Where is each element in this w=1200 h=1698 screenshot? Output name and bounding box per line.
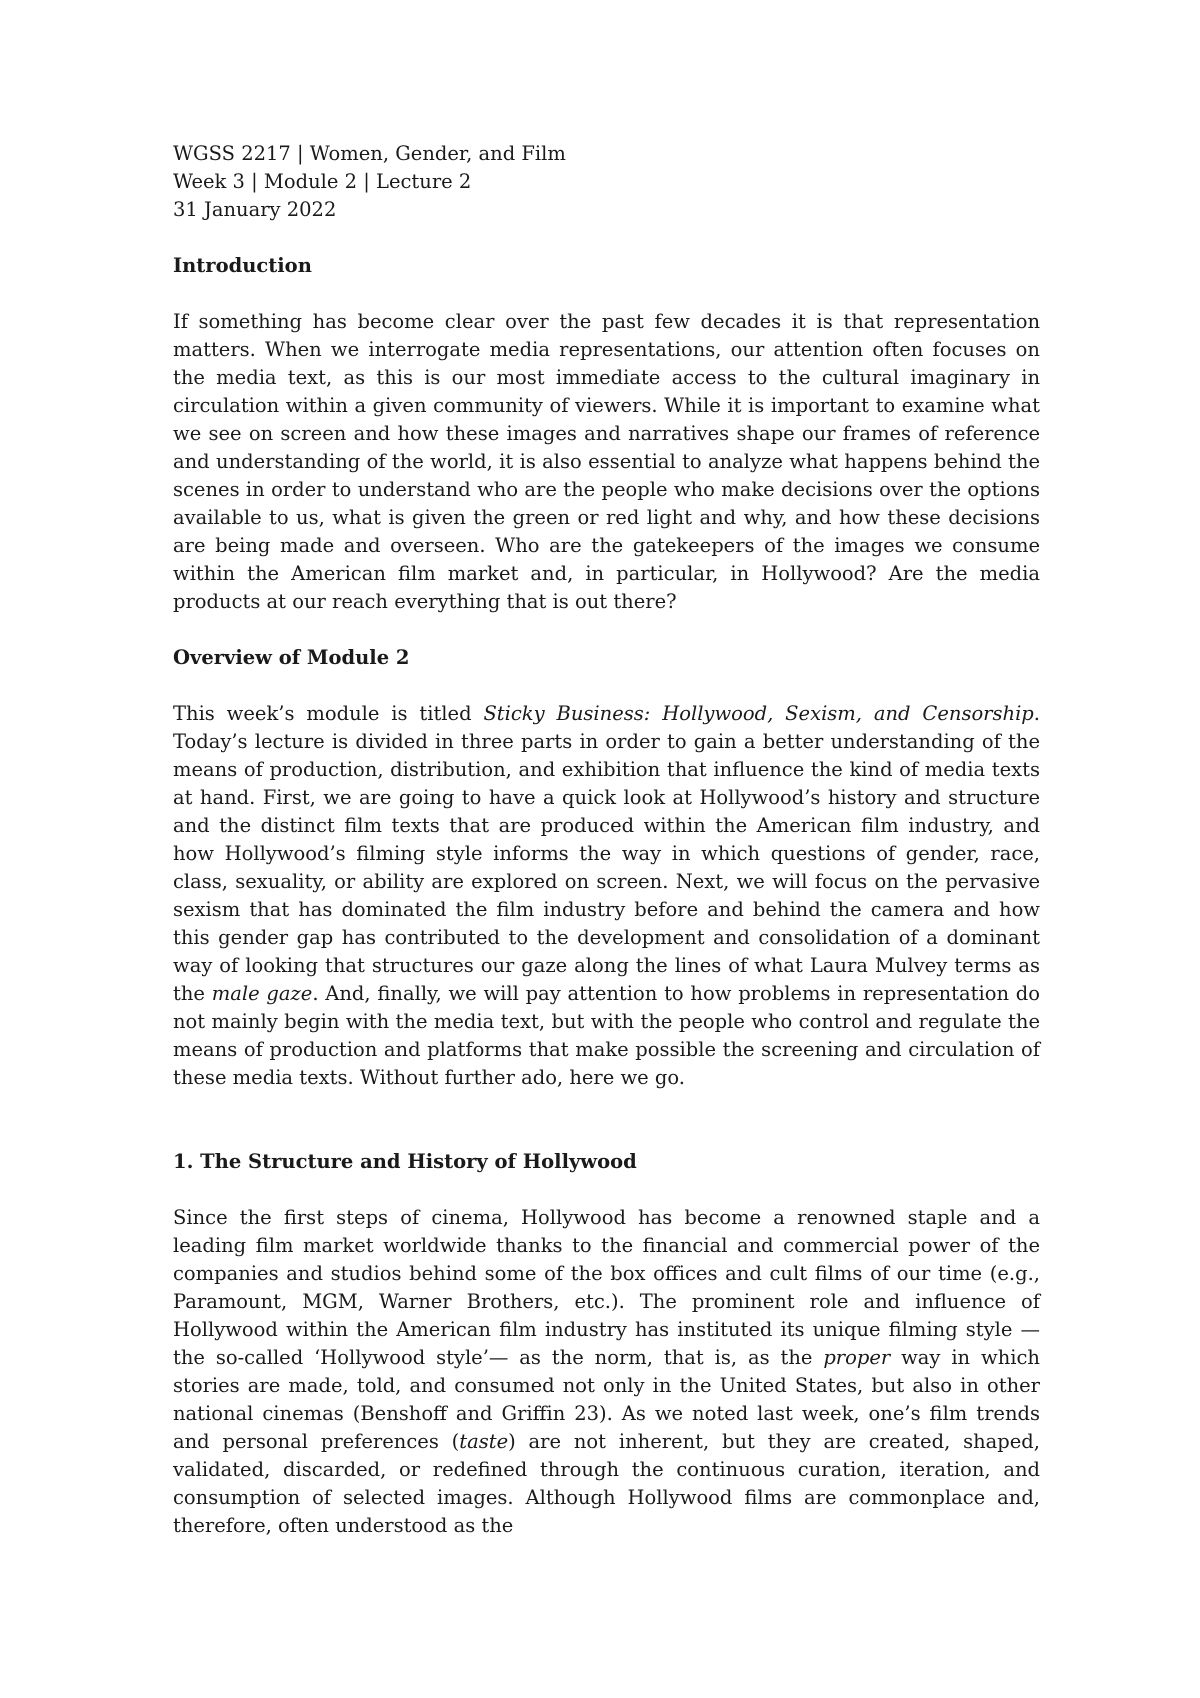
overview-heading: Overview of Module 2 [173, 646, 410, 669]
section1-text-c: ) are not inherent, but they are created, shaped, validated, discarded, or redefined through the continuous curation, iteration, and consumption of selected images. Although Hollywood films are commonplace and, therefore, often understood as the [173, 1430, 1040, 1537]
intro-paragraph: If something has become clear over the past few decades it is that representation matters. When we interrogate media representations, our attention often focuses on the media text, as this is our most immediate access to the cultural imaginary in circulation within a given community of viewers. While it is important to examine what we see on screen and how these images and narratives shape our frames of reference and understanding of the world, it is also essential to analyze what happens behind the scenes in order to understand who are the people who make decisions over the options available to us, what is given the green or red light and why, and how these decisions are being made and overseen. Who are the gatekeepers of the images we consume within the American film market and, in particular, in Hollywood? Are the media products at our reach everything that is out there? [173, 310, 1040, 613]
session-info: Week 3 | Module 2 | Lecture 2 [173, 170, 472, 193]
taste-term: taste [459, 1430, 509, 1453]
overview-text-b: . Today’s lecture is divided in three parts in order to gain a better understanding of the means of production, distribution, and exhibition that influence the kind of media texts at hand. First, we are going to have a quick look at Hollywood’s history and structure and the distinct film texts that are produced within the American film industry, and how Hollywood’s filming style informs the way in which questions of gender, race, class, sexuality, or ability are explored on screen. Next, we will focus on the pervasive sexism that has dominated the film industry before and behind the camera and how this gender gap has contributed to the development and consolidation of a dominant way of looking that structures our gaze along the lines of what Laura Mulvey terms as the [173, 702, 1040, 1005]
section1-paragraph [173, 1204, 1040, 1540]
module-title: Sticky Business: Hollywood, Sexism, and Censorship [483, 702, 1034, 725]
section1-text-a: Since the first steps of cinema, Hollywood has become a renowned staple and a leading film market worldwide thanks to the financial and commercial power of the companies and studios behind some of the box offices and cult films of our time (e.g., Paramount, MGM, Warner Brothers, etc.). The prominent role and influence of Hollywood within the American film industry has instituted its unique filming style —the so-called ‘Hollywood style’— as the norm, that is, as the [173, 1206, 1040, 1369]
male-gaze-term: male gaze [211, 982, 313, 1005]
overview-paragraph [173, 700, 1040, 1092]
overview-text-c: . And, finally, we will pay attention to how problems in representation do not mainly begin with the media text, but with the people who control and regulate the means of production and platforms that make possible the screening and circulation of these media texts. Without further ado, here we go. [173, 982, 1040, 1089]
overview-text-a: This week’s module is titled [173, 702, 484, 725]
course-title: WGSS 2217 | Women, Gender, and Film [173, 142, 566, 165]
lecture-date: 31 January 2022 [173, 198, 337, 221]
intro-heading: Introduction [173, 254, 312, 277]
section1-text-b: way in which stories are made, told, and consumed not only in the United States, but also in other national cinemas (Benshoff and Griffin 23). As we noted last week, one’s film trends and personal preferences ( [173, 1346, 1040, 1453]
proper-term: proper [823, 1346, 891, 1369]
header-block [173, 140, 1040, 224]
section1-heading: 1. The Structure and History of Hollywood [173, 1150, 637, 1173]
